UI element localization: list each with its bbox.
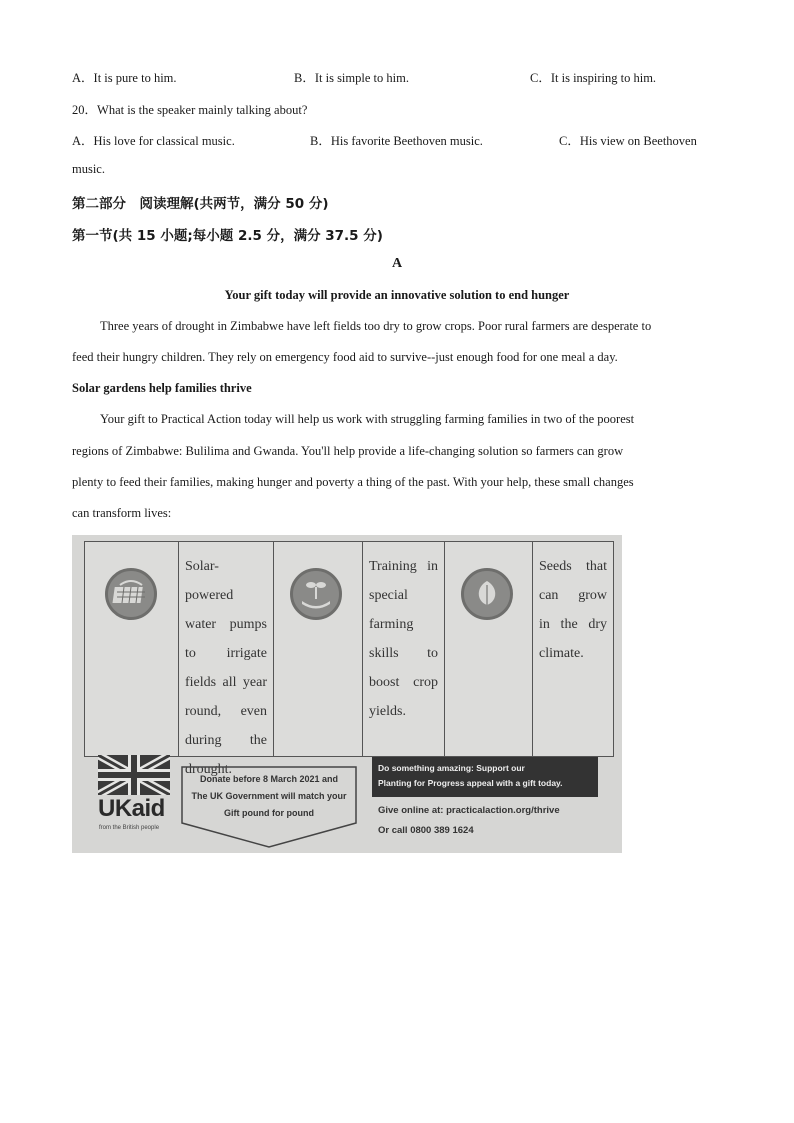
icon-cell-solar: [85, 542, 179, 756]
cell-training: [363, 542, 445, 756]
union-flag-icon: [98, 755, 170, 795]
passage-label: A: [391, 256, 403, 271]
q19-option-b: B．It is simple to him.: [294, 71, 409, 85]
section-heading: 第二部分 阅读理解(共两节，满分 50 分): [72, 196, 329, 212]
match-funding-text: Donate before 8 March 2021 and The UK Government will match your Gift pound for pound: [191, 774, 347, 818]
appeal-banner: [372, 757, 598, 797]
paragraph-2-line-2: regions of Zimbabwe: Bulilima and Gwanda. You'll help provide a life-changing solution so farmers can grow: [72, 444, 624, 458]
icon-cell-seeds: [445, 542, 533, 756]
match-funding-badge: [180, 765, 358, 850]
paragraph-1-line-1: Three years of drought in Zimbabwe have left fields too dry to grow crops. Poor rural farmers are desperate to: [100, 319, 652, 333]
q20-option-c: C．His view on Beethoven: [559, 134, 697, 148]
subheading: Solar gardens help families thrive: [72, 381, 252, 395]
training-text: Training in special farming skills to boost crop yields.: [369, 559, 438, 719]
icon-cell-training: [274, 542, 363, 756]
ukaid-tagline: from the British people: [99, 825, 160, 831]
solar-panel-icon: [105, 568, 157, 620]
seeds-text: Seeds that can grow in the dry climate.: [539, 559, 607, 661]
ukaid-wordmark: UKaid: [98, 795, 165, 822]
subsection-heading: 第一节(共 15 小题;每小题 2.5 分，满分 37.5 分): [72, 228, 383, 244]
passage-title: Your gift today will provide an innovative solution to end hunger: [224, 288, 570, 302]
cell-solar-pumps: [179, 542, 274, 777]
q20-option-a: A．His love for classical music.: [72, 134, 235, 148]
cell-seeds: [533, 542, 613, 756]
q20-option-c-wrap: music.: [72, 162, 105, 176]
paragraph-2-line-4: can transform lives:: [72, 506, 172, 520]
q19-option-a: A．It is pure to him.: [72, 71, 177, 85]
paragraph-1-line-2: feed their hungry children. They rely on emergency food aid to survive--just enough food for one meal a day.: [72, 350, 618, 364]
solar-pumps-text: Solar-powered water pumps to irrigate fields all year round, even during the drought.: [185, 559, 267, 777]
flyer-image: [72, 535, 622, 853]
paragraph-2-line-1: Your gift to Practical Action today will help us work with struggling farming families in two of the poorest: [100, 412, 635, 426]
donation-website: Give online at: practicalaction.org/thrive: [378, 805, 560, 816]
seed-leaf-icon: [461, 568, 513, 620]
hand-plant-icon: [290, 568, 342, 620]
q20-stem: 20．What is the speaker mainly talking about?: [72, 103, 308, 117]
donation-phone: Or call 0800 389 1624: [378, 825, 474, 836]
paragraph-2-line-3: plenty to feed their families, making hunger and poverty a thing of the past. With your help, these small changes: [72, 475, 634, 489]
q19-option-c: C．It is inspiring to him.: [530, 71, 657, 85]
q20-option-b: B．His favorite Beethoven music.: [310, 134, 483, 148]
ukaid-logo: [98, 755, 176, 839]
donation-contact: [378, 801, 560, 841]
appeal-banner-text: Do something amazing: Support our Planting for Progress appeal with a gift today.: [378, 763, 563, 788]
